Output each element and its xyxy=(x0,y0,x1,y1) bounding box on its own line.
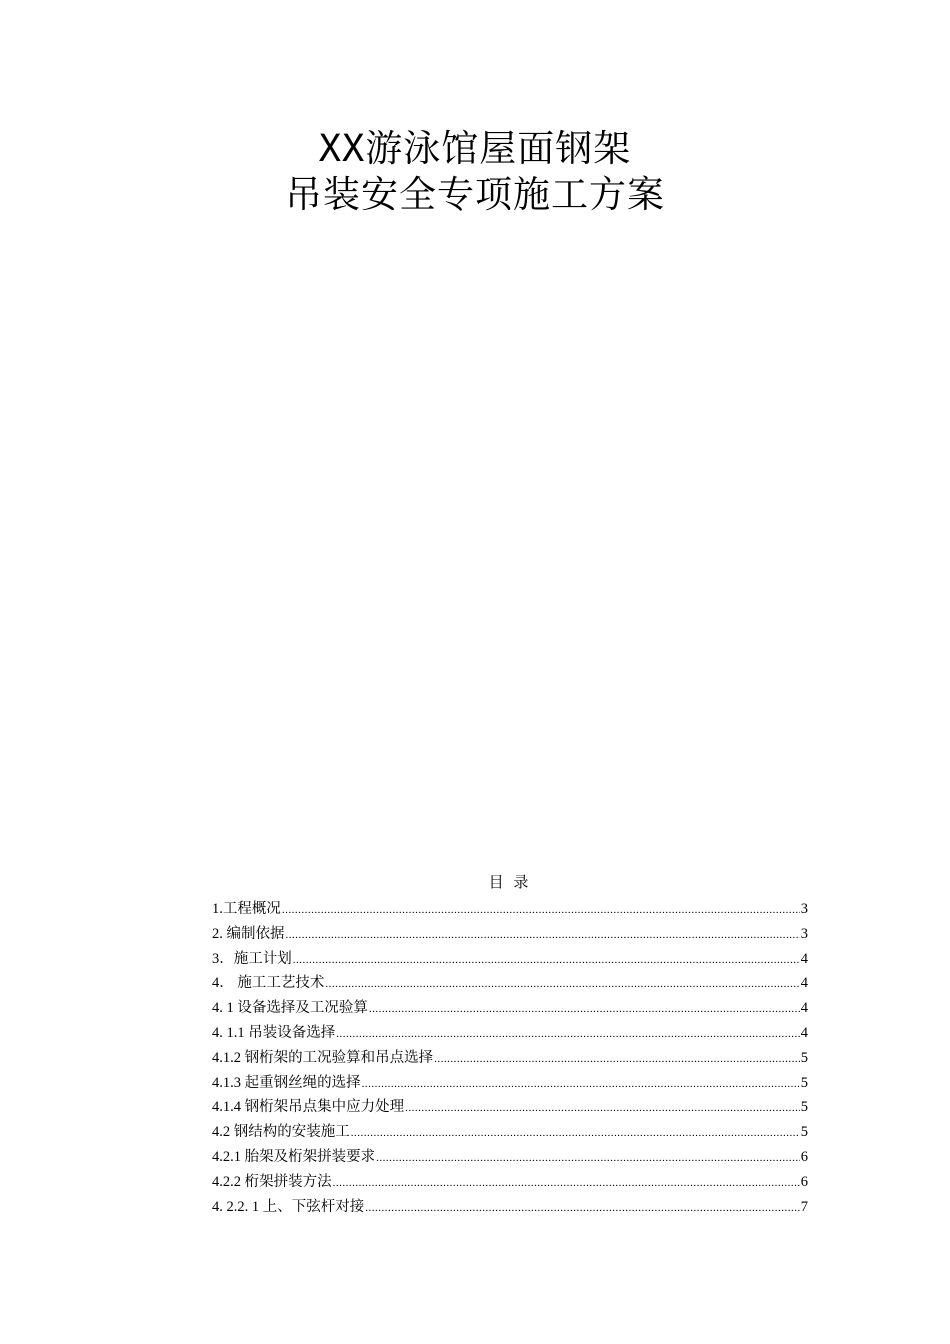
toc-entry-page-number: 3 xyxy=(800,901,808,917)
toc-entry[interactable] xyxy=(212,1145,808,1170)
toc-entry[interactable] xyxy=(212,922,808,947)
toc-entry[interactable] xyxy=(212,947,808,972)
toc-entry-title: 4. 1 设备选择及工况验算 xyxy=(212,1000,368,1017)
toc-entry-title: 4.1.4 钢桁架吊点集中应力处理 xyxy=(212,1099,405,1116)
toc-dot-leader xyxy=(369,1003,800,1015)
toc-dot-leader xyxy=(336,1028,800,1040)
toc-entry[interactable] xyxy=(212,1071,808,1096)
document-title xyxy=(0,126,950,218)
toc-dot-leader xyxy=(286,929,800,941)
toc-entry-title: 4.2.2 桁架拼装方法 xyxy=(212,1173,332,1190)
toc-entry[interactable] xyxy=(212,1095,808,1120)
title-line-1: XX游泳馆屋面钢架 xyxy=(318,127,632,170)
toc-dot-leader xyxy=(325,978,799,990)
toc-entry[interactable] xyxy=(212,1021,808,1046)
toc-entry-page-number: 4 xyxy=(800,975,808,992)
toc-entry-title: 4.2 钢结构的安装施工 xyxy=(212,1124,350,1141)
toc-list xyxy=(212,897,808,1219)
toc-entry-title: 4.2.1 胎架及桁架拼装要求 xyxy=(212,1148,376,1165)
toc-entry-page-number: 4 xyxy=(800,1000,808,1017)
toc-dot-leader xyxy=(365,1202,800,1214)
toc-entry-title: 4． 施工工艺技术 xyxy=(212,975,325,992)
toc-entry-title: 4.1.3 起重钢丝绳的选择 xyxy=(212,1074,361,1091)
toc-entry[interactable] xyxy=(212,971,808,996)
toc-entry-page-number: 5 xyxy=(800,1124,808,1141)
toc-entry-page-number: 5 xyxy=(800,1049,808,1066)
toc-entry[interactable] xyxy=(212,897,808,922)
toc-dot-leader xyxy=(333,1177,800,1189)
toc-entry[interactable] xyxy=(212,1195,808,1220)
toc-entry[interactable] xyxy=(212,996,808,1021)
toc-dot-leader xyxy=(376,1152,800,1164)
toc-entry[interactable] xyxy=(212,1046,808,1071)
toc-dot-leader xyxy=(434,1053,800,1065)
toc-dot-leader xyxy=(351,1127,800,1139)
toc-entry-title: 2. 编制依据 xyxy=(212,925,285,942)
toc-entry-title: 4.1.2 钢桁架的工况验算和吊点选择 xyxy=(212,1049,434,1066)
toc-entry-page-number: 6 xyxy=(800,1173,808,1190)
toc-entry-page-number: 4 xyxy=(800,1024,808,1041)
toc-entry-page-number: 6 xyxy=(800,1148,808,1165)
toc-dot-leader xyxy=(405,1102,800,1114)
toc-entry[interactable] xyxy=(212,1170,808,1195)
toc-dot-leader xyxy=(282,904,800,916)
toc-heading: 目 录 xyxy=(488,875,532,891)
toc-entry-page-number: 4 xyxy=(800,950,808,967)
title-line-2: 吊装安全专项施工方案 xyxy=(285,173,665,216)
toc-dot-leader xyxy=(362,1078,800,1090)
toc-entry-page-number: 5 xyxy=(800,1074,808,1091)
toc-entry-title: 4. 2.2. 1 上、下弦杆对接 xyxy=(212,1198,365,1215)
toc-entry-page-number: 3 xyxy=(800,925,808,942)
toc-entry-title: 1.工程概况 xyxy=(212,901,281,917)
toc-entry-page-number: 5 xyxy=(800,1099,808,1116)
toc-entry-title: 3．施工计划 xyxy=(212,950,292,967)
toc-entry[interactable] xyxy=(212,1120,808,1145)
table-of-contents xyxy=(212,872,808,1219)
toc-entry-title: 4. 1.1 吊装设备选择 xyxy=(212,1024,336,1041)
toc-entry-page-number: 7 xyxy=(800,1198,808,1215)
toc-dot-leader xyxy=(293,954,800,966)
